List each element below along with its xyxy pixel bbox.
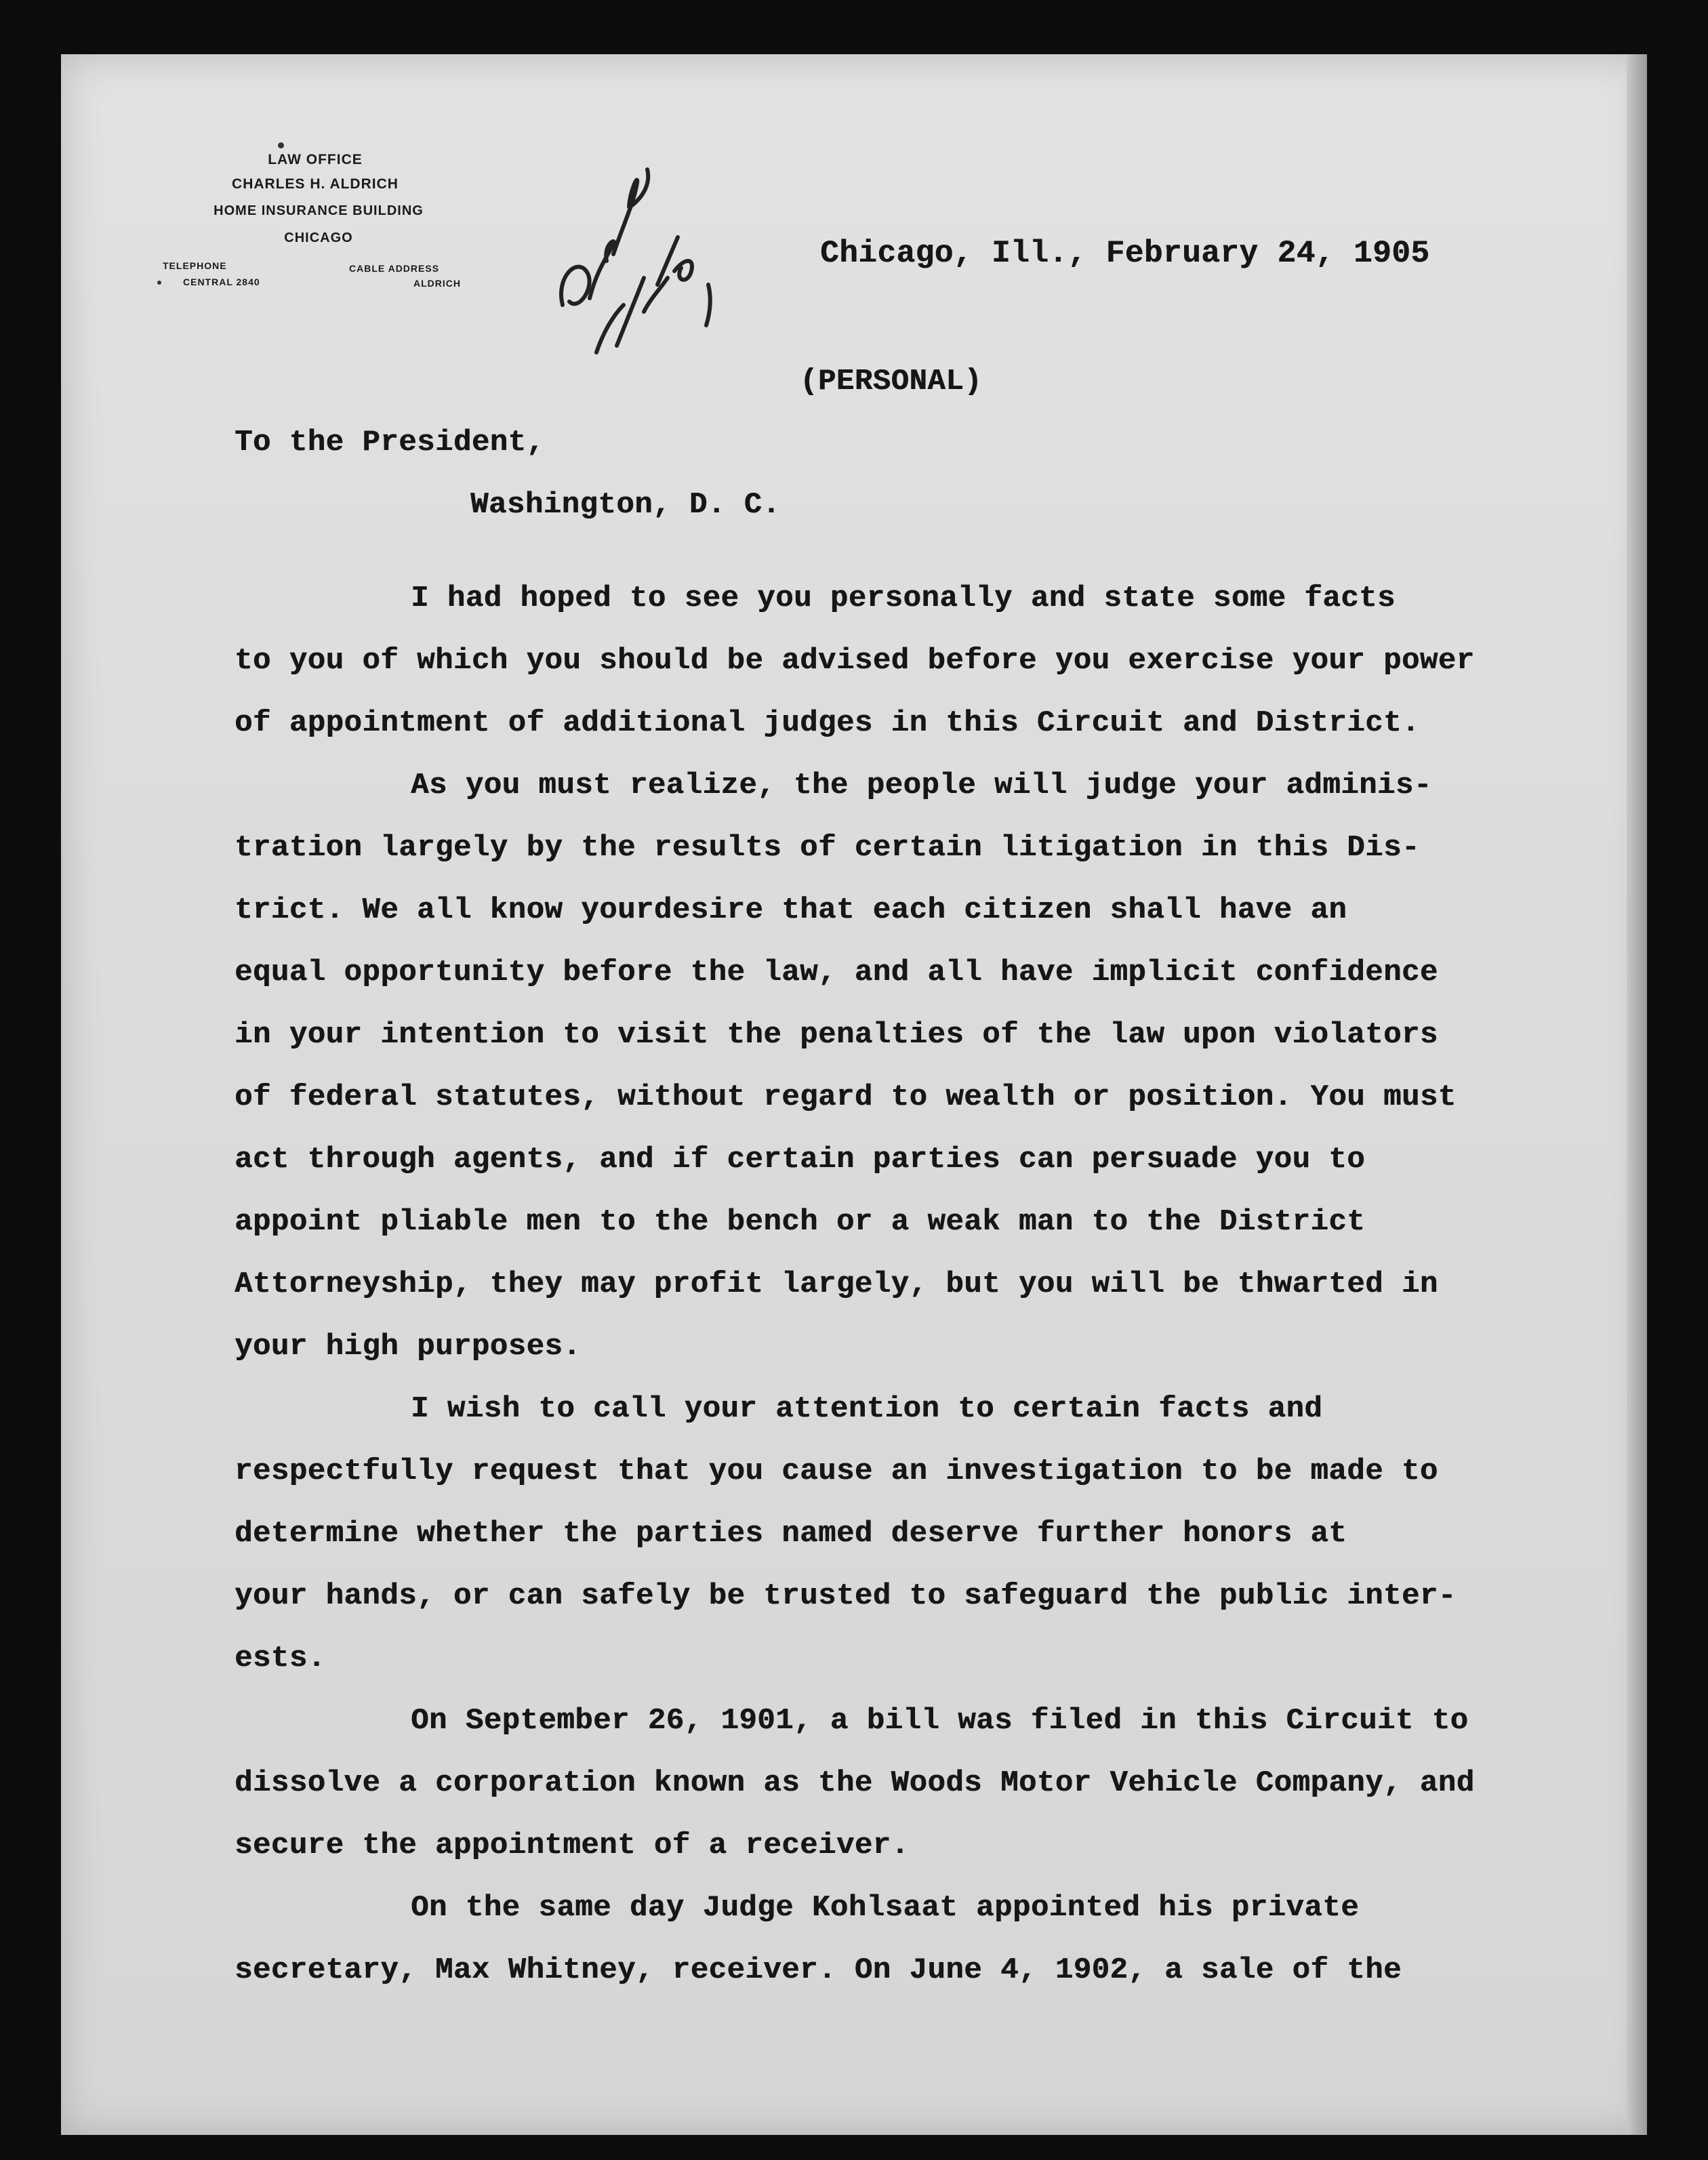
body-line: appoint pliable men to the bench or a weak man to the District bbox=[235, 1205, 1366, 1239]
handwriting-stroke bbox=[590, 241, 614, 298]
body-line: respectfully request that you cause an investigation to be made to bbox=[235, 1454, 1438, 1488]
body-line: your high purposes. bbox=[235, 1330, 582, 1364]
body-line: secure the appointment of a receiver. bbox=[235, 1829, 910, 1862]
body-line: act through agents, and if certain parties can persuade you to bbox=[235, 1143, 1366, 1177]
letterhead-telephone-label: TELEPHONE bbox=[163, 260, 227, 271]
letterhead-building: HOME INSURANCE BUILDING bbox=[214, 203, 424, 218]
body-line: On the same day Judge Kohlsaat appointed his private bbox=[411, 1891, 1360, 1925]
handwriting-stroke bbox=[561, 267, 590, 305]
body-line: I wish to call your attention to certain facts and bbox=[411, 1392, 1323, 1426]
ink-speck bbox=[278, 142, 284, 148]
body-line: dissolve a corporation known as the Woods Motor Vehicle Company, and bbox=[235, 1766, 1475, 1800]
recipient-address: Washington, D. C. bbox=[470, 488, 781, 522]
letterhead-name: CHARLES H. ALDRICH bbox=[232, 176, 399, 192]
body-line: I had hoped to see you personally and state some facts bbox=[411, 582, 1396, 615]
body-line: On September 26, 1901, a bill was filed in this Circuit to bbox=[411, 1704, 1469, 1738]
handwriting-stroke bbox=[617, 278, 644, 346]
handwriting-stroke bbox=[613, 180, 637, 254]
body-line: ests. bbox=[235, 1642, 326, 1675]
body-line: to you of which you should be advised before you exercise your power bbox=[235, 644, 1475, 678]
salutation: To the President, bbox=[235, 426, 545, 460]
body-line: secretary, Max Whitney, receiver. On June 4, 1902, a sale of the bbox=[235, 1953, 1402, 1987]
ink-speck bbox=[157, 281, 161, 285]
body-line: your hands, or can safely be trusted to safeguard the public inter- bbox=[235, 1579, 1457, 1613]
body-line: trict. We all know yourdesire that each citizen shall have an bbox=[235, 893, 1347, 927]
body-line: As you must realize, the people will judge your adminis- bbox=[411, 769, 1432, 802]
body-line: of federal statutes, without regard to wealth or position. You must bbox=[235, 1080, 1457, 1114]
handwritten-annotation bbox=[549, 142, 725, 359]
body-line: in your intention to visit the penalties of the law upon violators bbox=[235, 1018, 1438, 1052]
letterhead-telephone-value: CENTRAL 2840 bbox=[183, 277, 260, 287]
body-line: equal opportunity before the law, and all have implicit confidence bbox=[235, 956, 1438, 990]
personal-marking: (PERSONAL) bbox=[800, 365, 983, 399]
letterhead-city: CHICAGO bbox=[284, 230, 353, 245]
letterhead-cable-value: ALDRICH bbox=[413, 278, 461, 289]
body-line: tration largely by the results of certain litigation in this Dis- bbox=[235, 831, 1420, 865]
letterhead-law-office: LAW OFFICE bbox=[268, 152, 363, 167]
date-line: Chicago, Ill., February 24, 1905 bbox=[820, 236, 1430, 271]
page-edge-shadow bbox=[1627, 54, 1647, 2135]
handwriting-stroke bbox=[596, 305, 624, 352]
handwriting-stroke bbox=[706, 285, 710, 325]
body-line: determine whether the parties named deserve further honors at bbox=[235, 1517, 1347, 1551]
handwriting-stroke bbox=[644, 278, 668, 312]
body-line: Attorneyship, they may profit largely, but you will be thwarted in bbox=[235, 1267, 1438, 1301]
body-line: of appointment of additional judges in this Circuit and District. bbox=[235, 706, 1420, 740]
handwriting-stroke bbox=[674, 261, 692, 280]
letterhead-cable-label: CABLE ADDRESS bbox=[349, 263, 440, 274]
